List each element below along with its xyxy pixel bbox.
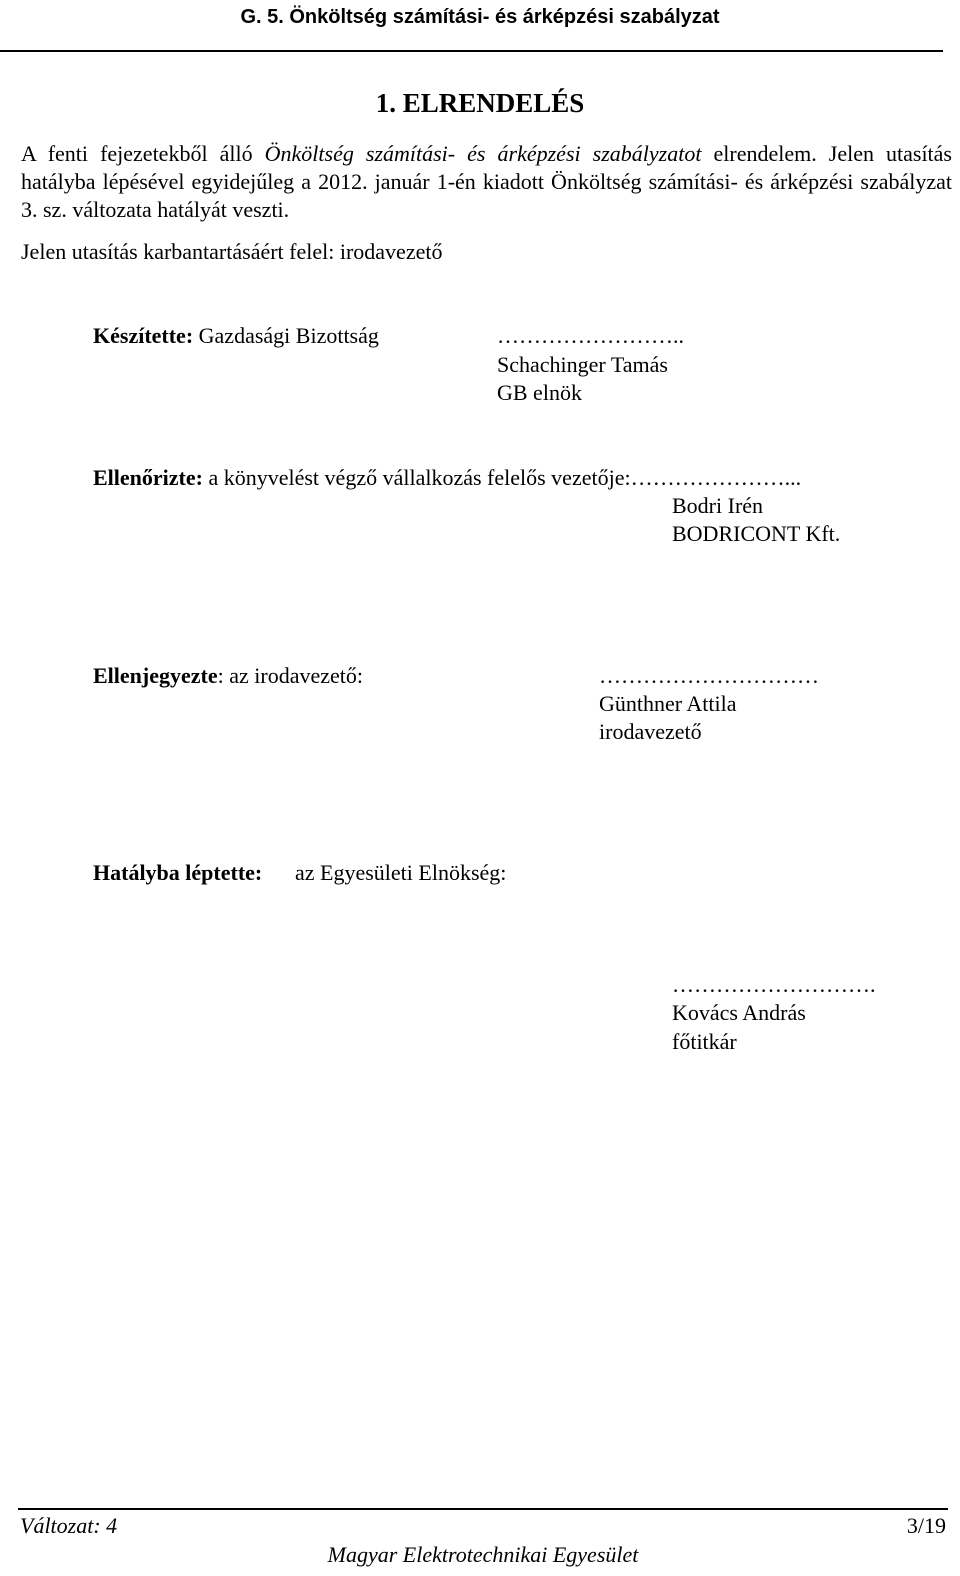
- footer-divider: [18, 1508, 948, 1510]
- footer-page-number: 3/19: [906, 1513, 946, 1538]
- paragraph-text-end: elrendelem. Jelen utasítás hatályba lépésével egyidejűleg a 2012. január 1-én kiadott Önköltség számítási- és árképzési szabályzat 3. sz. változata hatályát veszti.: [21, 141, 952, 222]
- checked-by: a könyvelést végző vállalkozás felelős vezetője:: [208, 465, 631, 490]
- prepared-signature-line: ……………………..: [497, 323, 684, 348]
- footer-organization: Magyar Elektrotechnikai Egyesület: [327, 1542, 639, 1567]
- prepared-signer-name: Schachinger Tamás: [497, 352, 668, 377]
- countersigned-signature-line: …………………………: [599, 663, 819, 688]
- enacted-by: az Egyesületi Elnökség:: [295, 860, 507, 885]
- countersigned-by: : az irodavezető:: [217, 663, 363, 688]
- countersigned-signer-name: Günthner Attila: [599, 691, 737, 716]
- header-divider: [0, 50, 943, 52]
- checked-label: Ellenőrizte:: [93, 465, 203, 490]
- enacted-signature-line: ……………………….: [672, 972, 876, 997]
- ordering-paragraph: [21, 140, 952, 224]
- checked-by-row: [93, 464, 801, 492]
- enacted-label: Hatályba léptette:: [93, 860, 263, 885]
- regulation-name: Önköltség számítási- és árképzési szabályzatot: [264, 141, 702, 166]
- maintenance-responsibility: Jelen utasítás karbantartásáért felel: irodavezető: [21, 239, 443, 264]
- prepared-signer-role: GB elnök: [497, 380, 582, 405]
- footer-version: Változat: 4: [20, 1513, 118, 1538]
- prepared-by-row: [93, 322, 379, 350]
- document-header-title: G. 5. Önköltség számítási- és árképzési szabályzat: [240, 6, 720, 28]
- enacted-signer-role: főtitkár: [672, 1029, 737, 1054]
- countersigned-signer-role: irodavezető: [599, 719, 702, 744]
- enacted-signer-name: Kovács András: [672, 1000, 806, 1025]
- prepared-by: Gazdasági Bizottság: [198, 323, 379, 348]
- prepared-label: Készítette:: [93, 323, 194, 348]
- checked-signature-line: …………………...: [630, 465, 802, 490]
- countersigned-label: Ellenjegyezte: [93, 663, 218, 688]
- section-title: 1. ELRENDELÉS: [375, 88, 585, 118]
- countersigned-row: [93, 662, 363, 690]
- checked-signer-name: Bodri Irén: [672, 493, 764, 518]
- checked-signer-role: BODRICONT Kft.: [672, 521, 841, 546]
- paragraph-text-start: A fenti fejezetekből álló: [21, 141, 265, 166]
